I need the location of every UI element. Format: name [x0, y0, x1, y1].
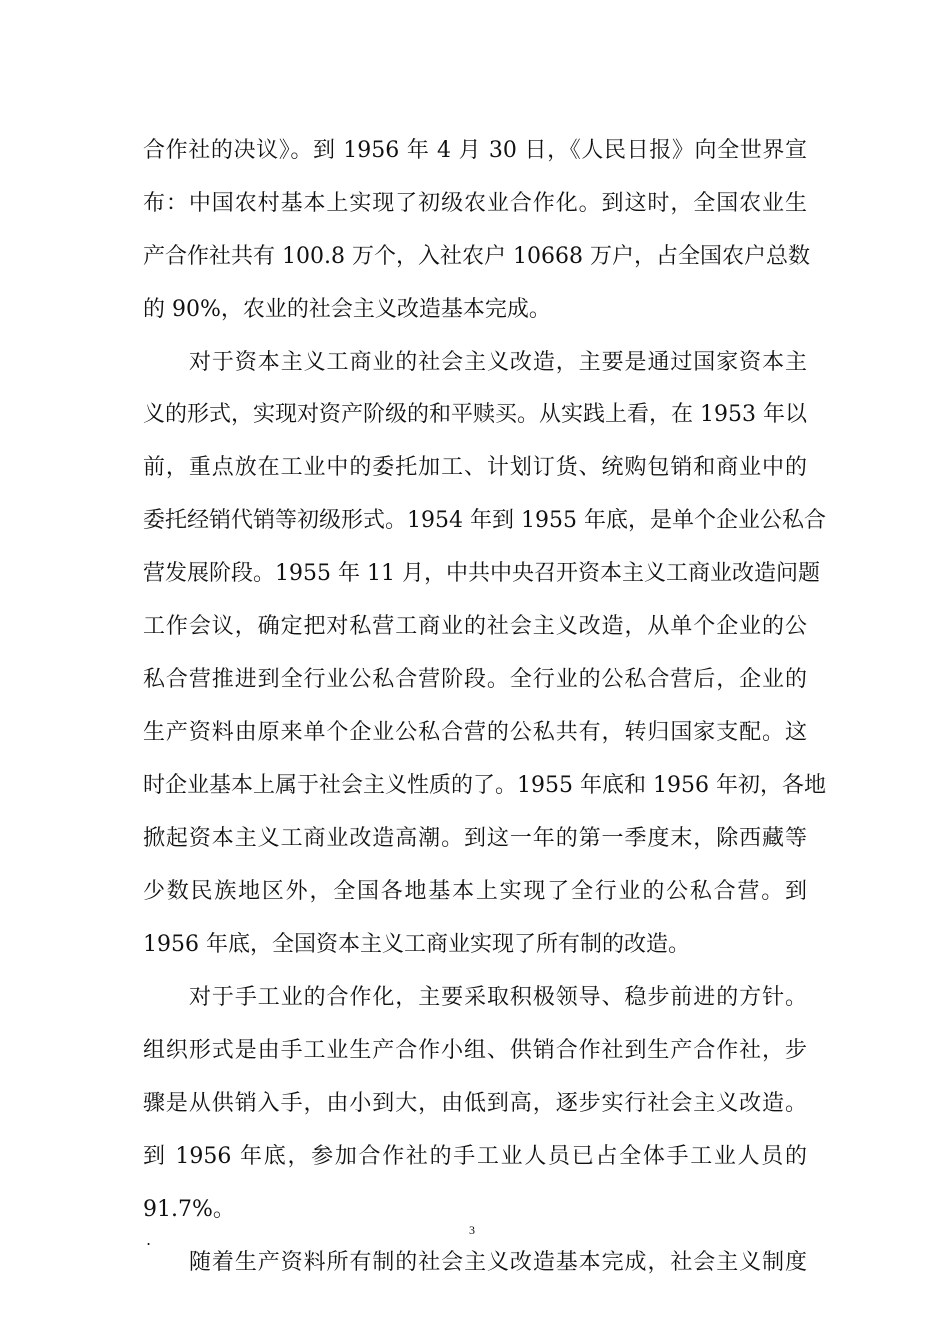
text-line: 营发展阶段。1955 年 11 月，中共中央召开资本主义工商业改造问题: [143, 561, 820, 586]
text-line: 组织形式是由手工业生产合作小组、供销合作社到生产合作社，步: [143, 1038, 807, 1063]
text-line: 前，重点放在工业中的委托加工、计划订货、统购包销和商业中的: [143, 455, 807, 480]
text-line: 私合营推进到全行业公私合营阶段。全行业的公私合营后，企业的: [143, 667, 807, 692]
text-line: 产合作社共有 100.8 万个，入社农户 10668 万户，占全国农户总数: [143, 244, 810, 269]
text-line: 生产资料由原来单个企业公私合营的公私共有，转归国家支配。这: [143, 720, 807, 745]
page-number: 3: [469, 1223, 475, 1237]
text-line: 工作会议，确定把对私营工商业的社会主义改造，从单个企业的公: [143, 614, 807, 639]
text-line: 掀起资本主义工商业改造高潮。到这一年的第一季度末，除西藏等: [143, 826, 807, 851]
text-line: 委托经销代销等初级形式。1954 年到 1955 年底，是单个企业公私合: [143, 508, 826, 533]
text-line: 义的形式，实现对资产阶级的和平赎买。从实践上看，在 1953 年以: [143, 402, 807, 427]
paragraph-first-line: 对于手工业的合作化，主要采取积极领导、稳步前进的方针。: [189, 985, 807, 1010]
text-line: 布：中国农村基本上实现了初级农业合作化。到这时，全国农业生: [143, 191, 807, 216]
paragraph-first-line: 对于资本主义工商业的社会主义改造，主要是通过国家资本主: [189, 350, 807, 375]
text-line: 时企业基本上属于社会主义性质的了。1955 年底和 1956 年初，各地: [143, 773, 826, 798]
text-line: 骤是从供销入手，由小到大，由低到高，逐步实行社会主义改造。: [143, 1091, 807, 1116]
footer-marker: .: [146, 1230, 152, 1249]
text-line: 合作社的决议》。到 1956 年 4 月 30 日，《人民日报》向全世界宣: [143, 138, 807, 163]
text-line: 1956 年底，全国资本主义工商业实现了所有制的改造。: [143, 932, 690, 957]
text-line: 的 90%，农业的社会主义改造基本完成。: [143, 297, 551, 322]
text-line: 91.7%。: [143, 1197, 235, 1222]
text-line: 到 1956 年底，参加合作社的手工业人员已占全体手工业人员的: [143, 1144, 807, 1169]
paragraph-first-line: 随着生产资料所有制的社会主义改造基本完成，社会主义制度: [189, 1250, 807, 1275]
text-line: 少数民族地区外，全国各地基本上实现了全行业的公私合营。到: [143, 879, 807, 904]
